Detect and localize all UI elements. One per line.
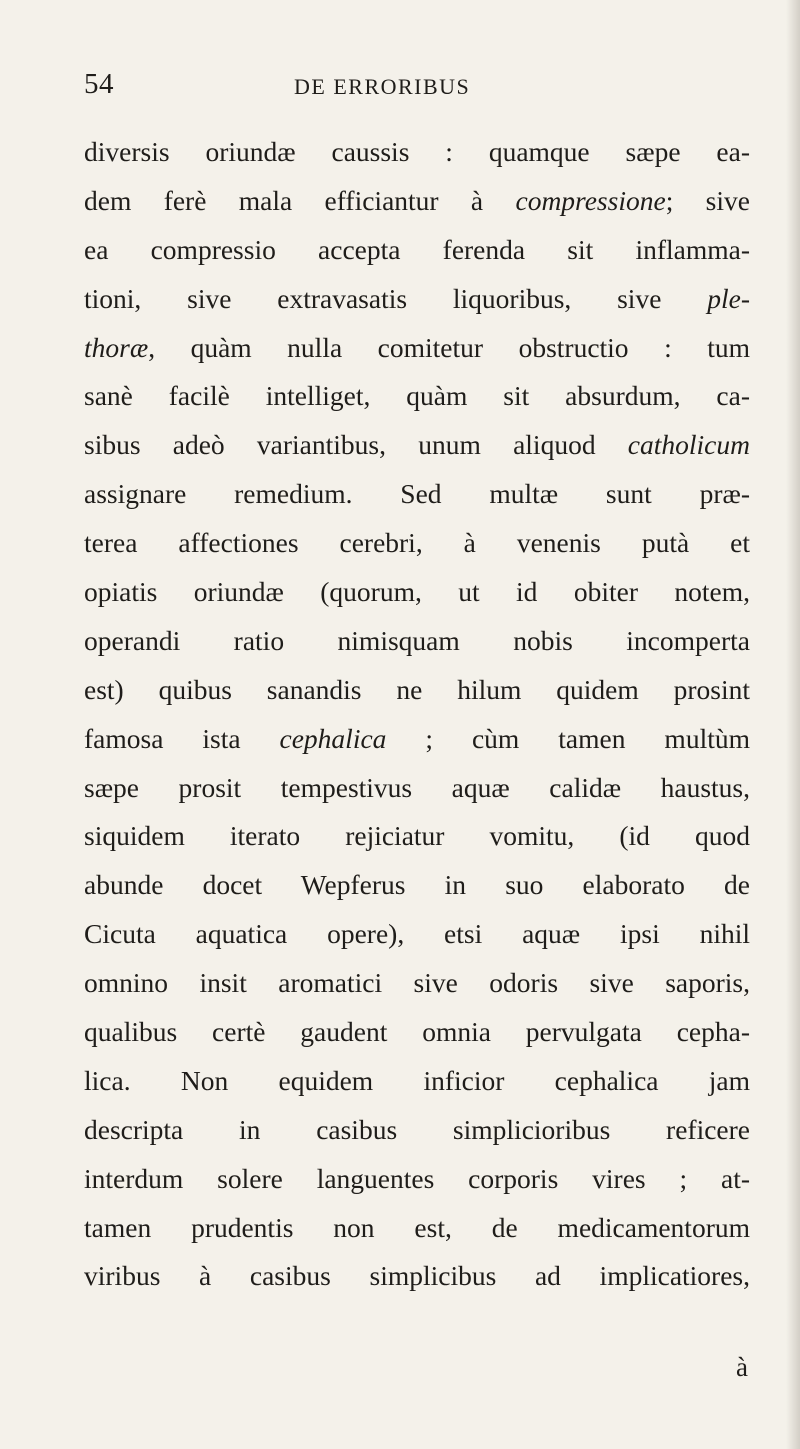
- text-line: [84, 764, 750, 813]
- text-line: [84, 617, 750, 666]
- text-line: [84, 568, 750, 617]
- text-segment: viribus à casibus simplicibus ad implicatiores,: [84, 1260, 750, 1292]
- text-segment: terea affectiones cerebri, à venenis putà et: [84, 527, 750, 559]
- page-number: 54: [84, 68, 114, 100]
- text-segment: diversis oriundæ caussis : quamque sæpe ea-: [84, 136, 750, 167]
- text-line: [84, 715, 750, 764]
- text-line: [84, 372, 750, 421]
- text-segment: interdum solere languentes corporis vires ; at-: [84, 1162, 750, 1194]
- text-line: [84, 519, 750, 568]
- italic-term: compressione: [515, 184, 666, 216]
- text-line: [84, 910, 750, 959]
- text-line: [84, 275, 750, 324]
- text-line: [84, 666, 750, 715]
- text-line: [84, 1057, 750, 1106]
- text-line: [84, 1106, 750, 1155]
- running-head: [84, 68, 724, 104]
- text-line: [84, 861, 750, 910]
- text-segment: tioni, sive extravasatis liquoribus, sive: [84, 282, 708, 314]
- text-line: [84, 959, 750, 1008]
- running-title: DE ERRORIBUS: [294, 74, 471, 99]
- text-segment: omnino insit aromatici sive odoris sive saporis,: [84, 967, 750, 999]
- text-line: [84, 177, 750, 226]
- text-segment: abunde docet Wepferus in suo elaborato de: [84, 869, 750, 901]
- text-segment: assignare remedium. Sed multæ sunt præ-: [84, 478, 750, 510]
- text-segment: ; cùm tamen multùm: [386, 722, 750, 754]
- catchword: à: [736, 1352, 748, 1382]
- text-segment: famosa ista: [84, 722, 280, 754]
- italic-term: cephalica: [279, 722, 387, 754]
- text-segment: lica. Non equidem inficior cephalica jam: [84, 1064, 750, 1096]
- text-segment: ; sive: [665, 184, 750, 216]
- text-line: [84, 1204, 750, 1253]
- page-edge-shadow: [786, 0, 800, 1449]
- text-segment: est) quibus sanandis ne hilum quidem prosint: [84, 673, 750, 705]
- text-segment: tamen prudentis non est, de medicamentorum: [84, 1211, 750, 1243]
- text-line: [84, 812, 750, 861]
- text-segment: descripta in casibus simplicioribus reficere: [84, 1113, 750, 1145]
- text-line: [84, 226, 750, 275]
- text-segment: sibus adeò variantibus, unum aliquod: [84, 429, 628, 461]
- text-segment: , quàm nulla comitetur obstructio : tum: [148, 331, 750, 363]
- text-segment: dem ferè mala efficiantur à: [84, 184, 516, 216]
- text-segment: operandi ratio nimisquam nobis incomperta: [84, 624, 750, 656]
- text-line: [84, 324, 750, 373]
- text-segment: opiatis oriundæ (quorum, ut id obiter notem,: [84, 576, 750, 608]
- text-line: [84, 1155, 750, 1204]
- italic-term: catholicum: [627, 429, 750, 461]
- text-line: [84, 128, 750, 177]
- text-segment: siquidem iterato rejiciatur vomitu, (id quod: [84, 820, 750, 852]
- italic-term: ple-: [707, 282, 750, 314]
- text-segment: ea compressio accepta ferenda sit inflamma-: [84, 233, 750, 265]
- text-segment: qualibus certè gaudent omnia pervulgata cepha-: [84, 1016, 750, 1048]
- text-line: [84, 470, 750, 519]
- text-line: [84, 1252, 750, 1301]
- italic-term: thoræ: [84, 331, 149, 363]
- body-text: [84, 128, 750, 1301]
- text-line: [84, 1008, 750, 1057]
- text-segment: Cicuta aquatica opere), etsi aquæ ipsi nihil: [84, 918, 750, 950]
- text-segment: sanè facilè intelliget, quàm sit absurdum, ca-: [84, 380, 750, 412]
- text-segment: sæpe prosit tempestivus aquæ calidæ haustus,: [84, 771, 750, 803]
- text-line: [84, 421, 750, 470]
